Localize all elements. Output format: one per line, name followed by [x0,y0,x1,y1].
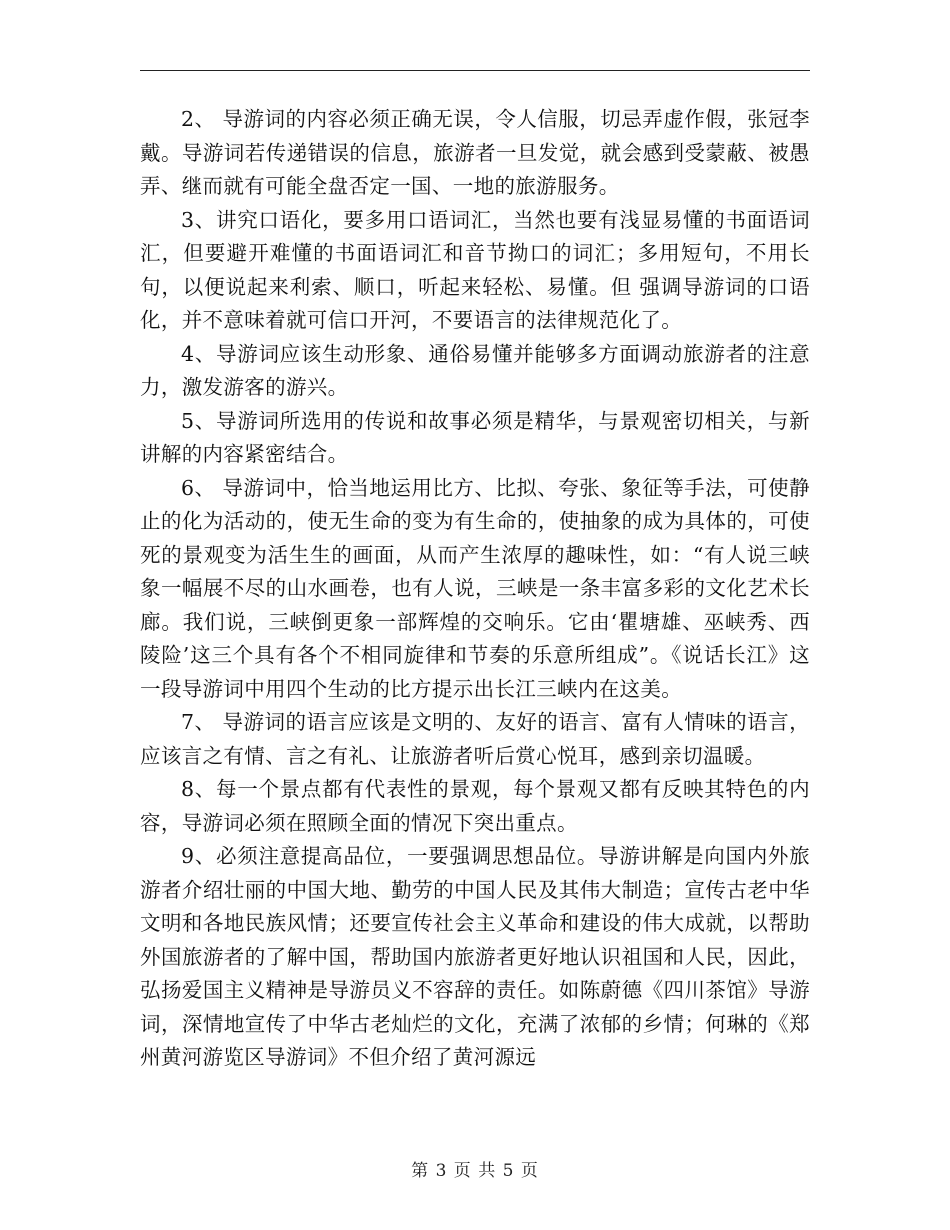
body-text [140,103,810,1075]
paragraph-item-9: 9、必须注意提高品位，一要强调思想品位。导游讲解是向国内外旅游者介绍壮丽的中国大地、勤劳的中国人民及其伟大制造；宣传古老中华文明和各地民族风情；还要宣传社会主义革命和建设的伟大成就，以帮助外国旅游者的了解中国，帮助国内旅游者更好地认识祖国和人民，因此，弘扬爱国主义精神是导游员义不容辞的责任。如陈蔚德《四川茶馆》导游词，深情地宣传了中华古老灿烂的文化，充满了浓郁的乡情；何琳的《郑州黄河游览区导游词》不但介绍了黄河源远 [140,844,810,1069]
paragraph-item-5: 5、导游词所选用的传说和故事必须是精华，与景观密切相关，与新讲解的内容紧密结合。 [140,408,810,466]
paragraph-item-8: 8、每一个景点都有代表性的景观，每个景观又都有反映其特色的内容，导游词必须在照顾全面的情况下突出重点。 [140,777,810,835]
paragraph-item-7: 7、 导游词的语言应该是文明的、友好的语言、富有人情味的语言，应该言之有情、言之有礼、让旅游者听后赏心悦耳，感到亲切温暖。 [140,710,810,768]
paragraph-item-6: 6、 导游词中，恰当地运用比方、比拟、夸张、象征等手法，可使静止的化为活动的，使无生命的变为有生命的，使抽象的成为具体的，可使死的景观变为活生生的画面，从而产生浓厚的趣味性，如：“有人说三峡象一幅展不尽的山水画卷，也有人说，三峡是一条丰富多彩的文化艺术长廊。我们说，三峡倒更象一部辉煌的交响乐。它由‘瞿塘雄、巫峡秀、西陵险’这三个具有各个不相同旋律和节奏的乐意所组成”。《说话长江》这一段导游词中用四个生动的比方提示出长江三峡内在这美。 [140,475,810,701]
page-number-footer: 第 3 页 共 5 页 [411,1161,539,1181]
paragraph-item-3: 3、讲究口语化，要多用口语词汇，当然也要有浅显易懂的书面语词汇，但要避开难懂的书面语词汇和音节拗口的词汇；多用短句，不用长句，以便说起来利索、顺口，听起来轻松、易懂。但 强调导游词的口语化，并不意味着就可信口开河，不要语言的法律规范化了。 [140,207,810,332]
header-rule [140,70,810,71]
paragraph-item-4: 4、导游词应该生动形象、通俗易懂并能够多方面调动旅游者的注意力，激发游客的游兴。 [140,341,810,399]
paragraph-item-2: 2、 导游词的内容必须正确无误，令人信服，切忌弄虚作假，张冠李戴。导游词若传递错误的信息，旅游者一旦发觉，就会感到受蒙蔽、被愚弄、继而就有可能全盘否定一国、一地的旅游服务。 [140,107,810,198]
